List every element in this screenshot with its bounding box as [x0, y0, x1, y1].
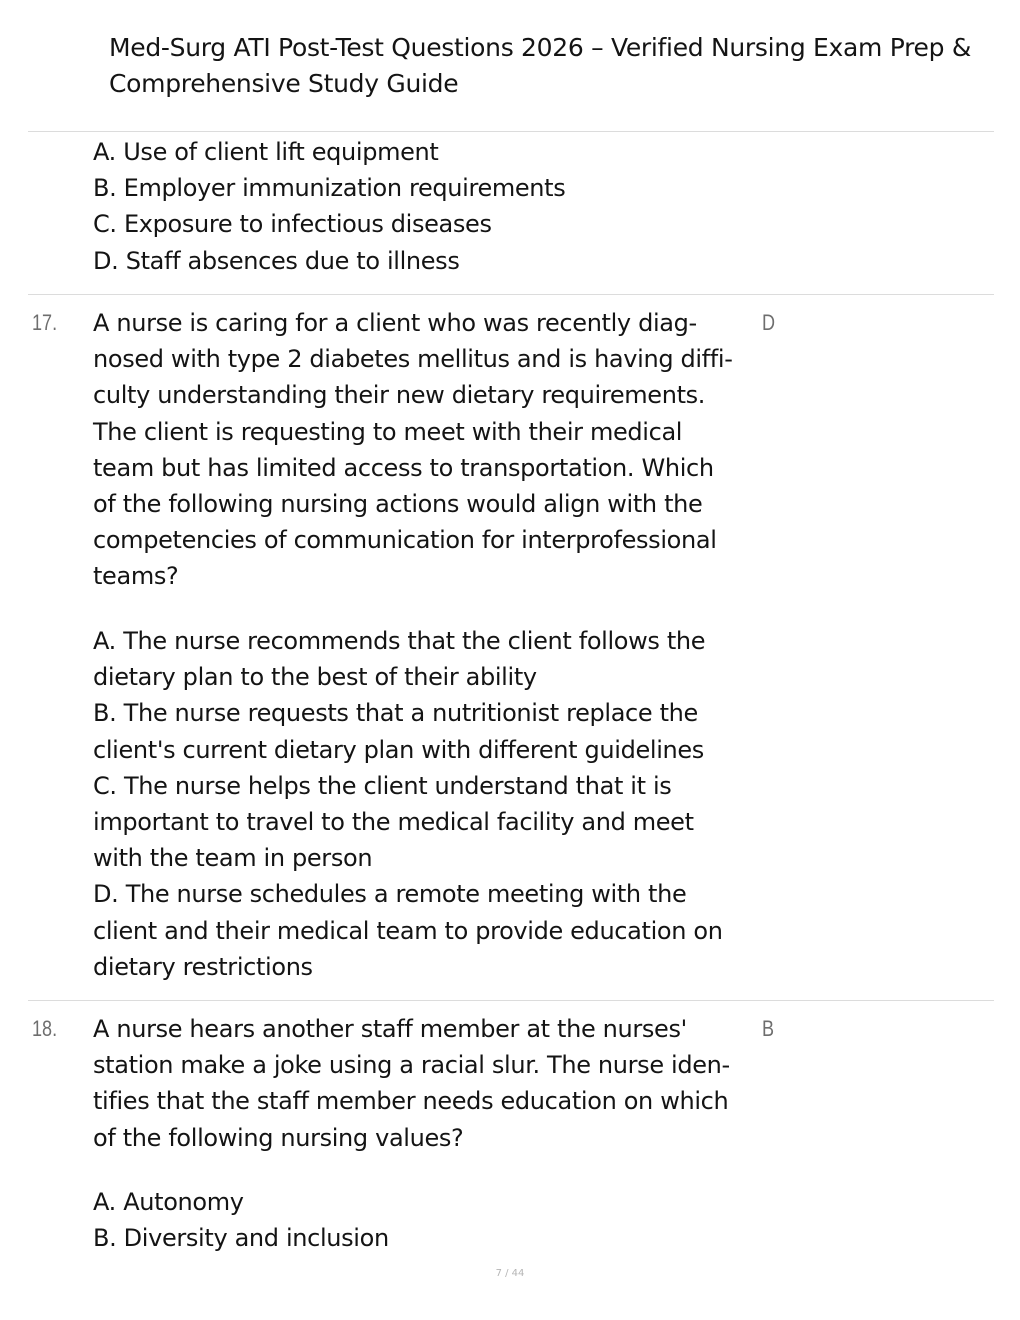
question-stem — [93, 1011, 763, 1156]
option-line: A. Autonomy — [93, 1188, 244, 1216]
divider — [28, 131, 994, 132]
page-number: 7 / 44 — [495, 1268, 525, 1279]
answer-key: B — [762, 1016, 775, 1041]
stem-line: team but has limited access to transportation. Which — [93, 453, 714, 482]
document-title-line-2: Comprehensive Study Guide — [109, 69, 459, 98]
answer-options — [93, 623, 763, 985]
stem-line: culty understanding their new dietary requirements. — [93, 381, 706, 410]
stem-line: A nurse is caring for a client who was recently diag- — [93, 309, 697, 337]
document-title — [109, 30, 1009, 102]
option-line: client's current dietary plan with different guidelines — [93, 735, 704, 764]
option-line: B. The nurse requests that a nutritionist replace the — [93, 699, 698, 728]
stem-line: The client is requesting to meet with their medical — [93, 417, 683, 446]
question-number: 17. — [32, 310, 58, 335]
option-text: A. Use of client lift equipment — [93, 138, 439, 166]
option-text: B. Employer immunization requirements — [93, 174, 566, 203]
option-line: C. The nurse helps the client understand that it is — [93, 771, 672, 800]
option-line: client and their medical team to provide education on — [93, 916, 723, 945]
stem-line: station make a joke using a racial slur. The nurse iden- — [93, 1051, 730, 1080]
stem-line: of the following nursing values? — [93, 1123, 464, 1152]
option-line: D. The nurse schedules a remote meeting with the — [93, 880, 687, 909]
stem-line: nosed with type 2 diabetes mellitus and is having diffi- — [93, 345, 733, 374]
stem-line: teams? — [93, 562, 179, 591]
option-line: with the team in person — [93, 844, 373, 873]
answer-options — [93, 1184, 763, 1256]
option-text: D. Staff absences due to illness — [93, 246, 460, 275]
stem-line: of the following nursing actions would align with the — [93, 490, 703, 519]
question-number: 18. — [32, 1016, 58, 1041]
option-line: B. Diversity and inclusion — [93, 1224, 389, 1253]
divider — [28, 1000, 994, 1001]
option-text: C. Exposure to infectious diseases — [93, 210, 492, 239]
stem-line: tifies that the staff member needs education on which — [93, 1087, 729, 1116]
question-stem — [93, 305, 763, 595]
stem-line: A nurse hears another staff member at the nurses' — [93, 1015, 687, 1043]
option-line: dietary plan to the best of their ability — [93, 663, 537, 692]
option-line: A. The nurse recommends that the client follows the — [93, 627, 706, 655]
answer-key: D — [762, 310, 776, 335]
document-title-line-1: Med-Surg ATI Post-Test Questions 2026 – Verified Nursing Exam Prep & — [109, 33, 972, 62]
divider — [28, 294, 994, 295]
option-line: important to travel to the medical facility and meet — [93, 808, 694, 837]
option-line: dietary restrictions — [93, 952, 313, 981]
stem-line: competencies of communication for interprofessional — [93, 526, 717, 555]
previous-question-options — [93, 134, 763, 279]
